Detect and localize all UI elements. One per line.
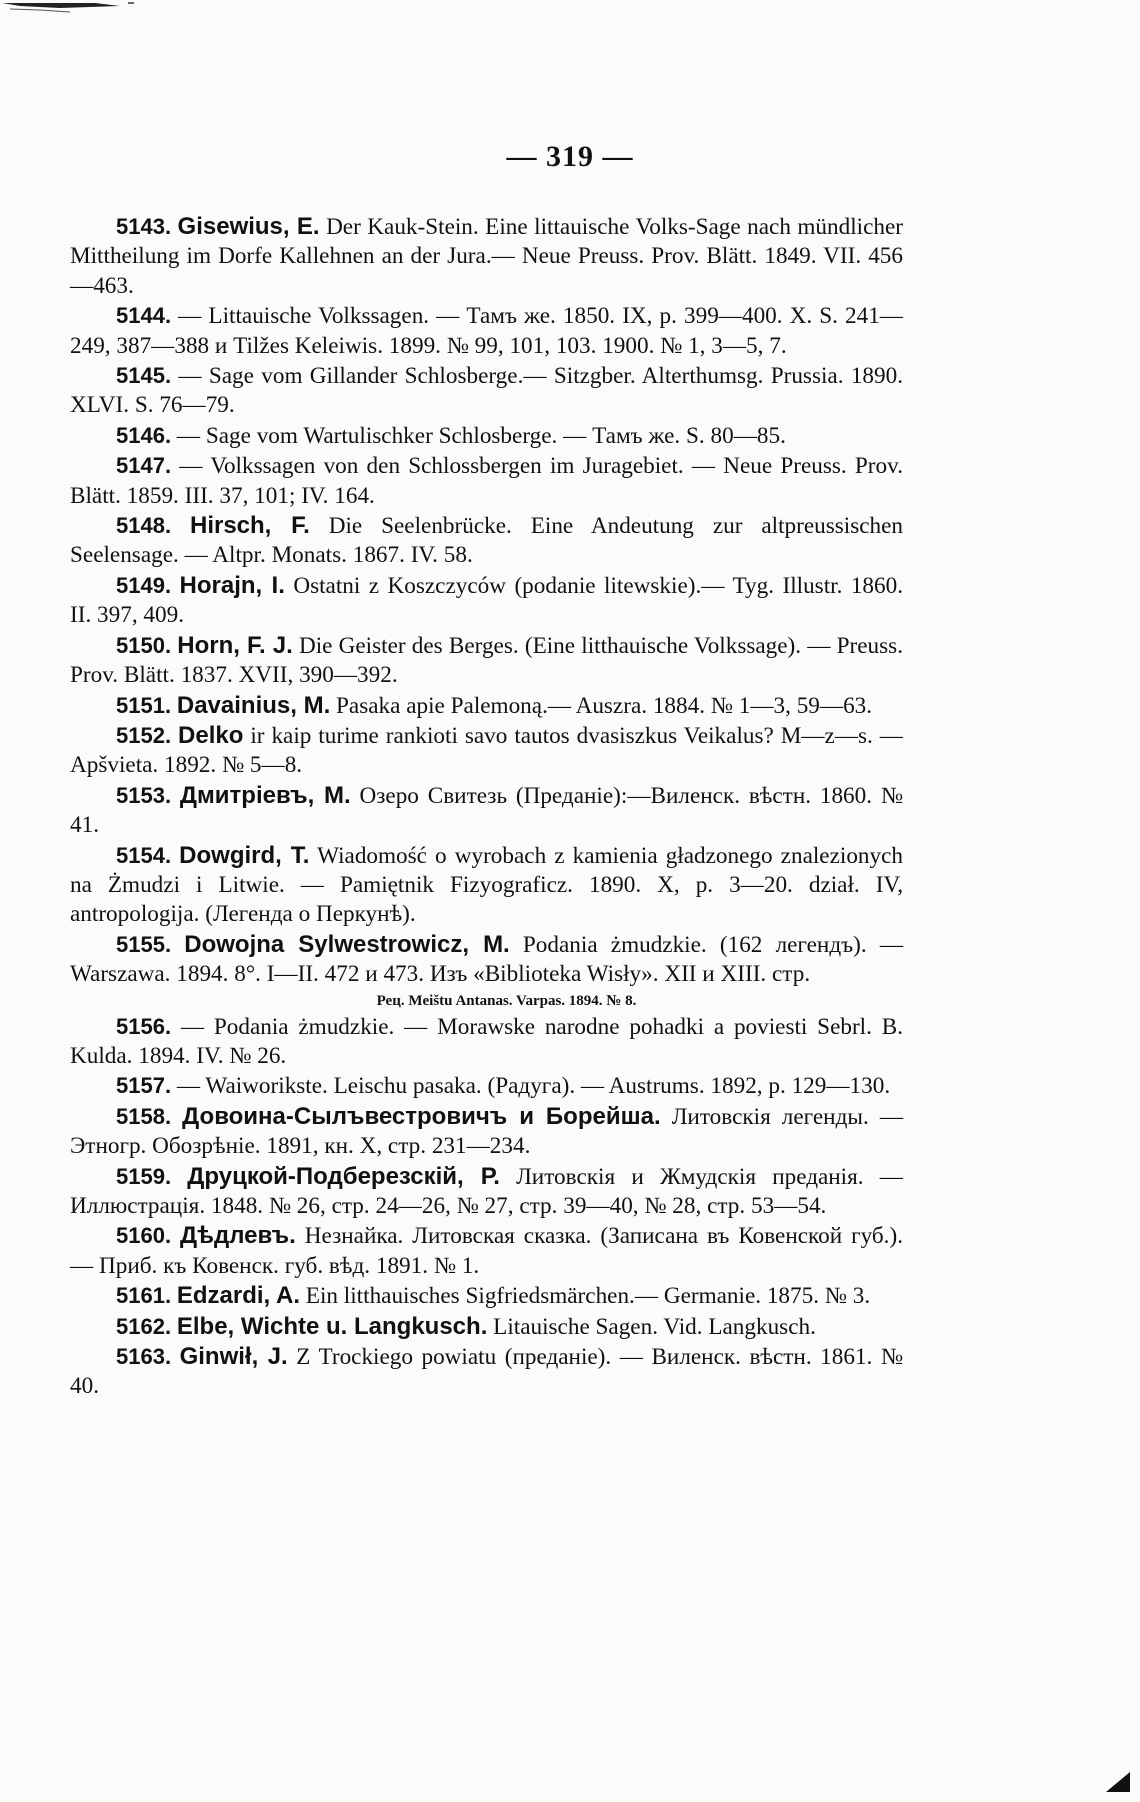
entry-5149 [70, 571, 903, 631]
entry-author: Ginwił, J. [179, 1343, 288, 1371]
entry-text: Litauische Sagen. Vid. Langkusch. [487, 1313, 816, 1340]
entry-number: 5158. [116, 1103, 172, 1129]
entry-text: Die Geister des Berges. (Eine litthauische Volkssage). — Preuss. Prov. Blätt. 1837. XVII, 390—392. [70, 632, 903, 689]
entry-number: 5143. [116, 214, 172, 239]
entry-5148 [70, 511, 903, 571]
entry-number: 5160. [116, 1223, 172, 1249]
entry-5152 [70, 721, 903, 781]
entry-number: 5162. [116, 1313, 172, 1339]
entry-text: — Podania żmudzkie. — Morawske narodne pohadki a poviesti Sebrl. B. Kulda. 1894. IV. № 26. [70, 1013, 903, 1069]
entry-text: Ostatni z Koszczyców (podanie litewskie).— Tyg. Illustr. 1860. II. 397, 409. [70, 572, 904, 629]
entry-text: Литовскія и Жмудскія преданія. — Иллюстрація. 1848. № 26, стр. 24—26, № 27, стр. 39—40, № 28, стр. 53—54. [70, 1163, 903, 1219]
entry-text: — Waiworikste. Leischu pasaka. (Радуга). — Austrums. 1892, p. 129—130. [171, 1073, 891, 1100]
entry-text: Ein litthauisches Sigfriedsmärchen.— Germanie. 1875. № 3. [300, 1283, 871, 1310]
entry-5159 [70, 1162, 903, 1222]
entry-author: Horn, F. J. [177, 631, 293, 659]
entry-5154 [70, 841, 903, 930]
entry-number: 5156. [116, 1013, 172, 1039]
entry-5151 [70, 691, 903, 721]
entry-author: Edzardi, A. [176, 1282, 300, 1310]
entry-text: Podania żmudzkie. (162 легендъ). — Warszawa. 1894. 8°. I—II. 472 и 473. Изъ «Biblioteka Wisły». XII и XIII. стр. [70, 931, 904, 988]
entry-number: 5150. [116, 632, 172, 658]
entry-number: 5155. [116, 931, 172, 957]
entry-author: Друцкой-Подберезскій, Р. [187, 1162, 500, 1190]
entry-author: Davainius, M. [176, 691, 331, 719]
entry-5156 [70, 1012, 903, 1072]
entry-text: Озеро Свитезь (Преданіе):—Виленск. вѣстн. 1860. № 41. [70, 782, 904, 839]
entry-number: 5159. [116, 1163, 172, 1189]
entry-number: 5163. [116, 1344, 172, 1370]
entry-text: — Volkssagen von den Schlossbergen im Juragebiet. — Neue Preuss. Prov. Blätt. 1859. III. 37, 101; IV. 164. [70, 453, 903, 509]
entry-number: 5152. [116, 722, 172, 748]
entry-5145 [70, 361, 903, 421]
entry-5144 [70, 301, 903, 361]
entry-number: 5147. [116, 453, 172, 479]
entry-author: Horajn, I. [179, 571, 285, 599]
entry-number: 5161. [116, 1283, 172, 1309]
entry-author: Elbe, Wichte u. Langkusch. [176, 1312, 488, 1340]
entry-author: Dowgird, T. [179, 841, 310, 869]
entry-author: Дѣдлевъ. [180, 1222, 296, 1250]
entry-5153 [70, 781, 903, 841]
entry-5146 [70, 421, 903, 451]
entry-5162 [70, 1312, 903, 1342]
entry-number: 5154. [116, 842, 172, 868]
entry-number: 5157. [116, 1073, 172, 1099]
entry-5150 [70, 631, 903, 691]
entry-5161 [70, 1281, 903, 1311]
entry-text: Der Kauk-Stein. Eine littauische Volks-Sage nach mündlicher Mittheilung im Dorfe Kallehnen an der Jura.— Neue Preuss. Prov. Blätt. 1849. VII. 456—463. [70, 214, 903, 299]
entry-author: Довоина-Сылъвестровичъ и Борейша. [182, 1102, 661, 1130]
entry-5158 [70, 1102, 903, 1162]
entry-text: Pasaka apie Palemoną.— Auszra. 1884. № 1—3, 59—63. [330, 692, 873, 719]
entry-number: 5149. [116, 572, 172, 598]
entry-text: Wiadomość o wyrobach z kamienia gładzonego znalezionych na Żmudzi i Litwie. — Pamiętnik Fizyograficz. 1890. X, p. 3—20. dział. IV, antropologija. (Легенда о Перкунѣ). [70, 842, 903, 928]
entry-number: 5151. [116, 692, 172, 718]
entry-5155 [70, 930, 903, 990]
scan-artifact-top-left [0, 0, 150, 14]
bibliography-list [70, 212, 903, 1402]
entry-text: — Sage vom Gillander Schlosberge.— Sitzgber. Alterthumsg. Prussia. 1890. XLVI. S. 76—79. [70, 363, 903, 419]
entry-text: — Littauische Volkssagen. — Тамъ же. 1850. IX, p. 399—400. X. S. 241—249, 387—388 и Tilžes Keleiwis. 1899. № 99, 101, 103. 1900. № 1, 3—5, 7. [70, 303, 903, 359]
entry-number: 5153. [116, 782, 172, 808]
entry-text: Литовскія легенды. — Этногр. Обозрѣніе. 1891, кн. X, стр. 231—234. [70, 1103, 904, 1160]
entry-number: 5146. [116, 422, 172, 448]
entry-text: Незнайка. Литовская сказка. (Записана въ Ковенской губ.). — Приб. къ Ковенск. губ. вѣд. 1891. № 1. [70, 1223, 903, 1279]
review-note: Рец. Meištu Antanas. Varpas. 1894. № 8. [376, 992, 637, 1009]
entry-author: Дмитріевъ, М. [179, 781, 351, 809]
scan-artifact-bottom-right [1104, 1770, 1132, 1794]
entry-5147 [70, 451, 903, 511]
entry-text: Die Seelenbrücke. Eine Andeutung zur altpreussischen Seelensage. — Altpr. Monats. 1867. IV. 58. [70, 513, 903, 569]
entry-number: 5144. [116, 303, 172, 329]
entry-5157 [70, 1071, 903, 1101]
entry-author: Hirsch, F. [189, 512, 310, 540]
entry-text: — Sage vom Wartulischker Schlosberge. — Тамъ же. S. 80—85. [171, 422, 786, 449]
page-number: — 319 — [506, 140, 634, 173]
entry-5160 [70, 1221, 903, 1281]
entry-text: Z Trockiego powiatu (преданіе). — Виленск. вѣстн. 1861. № 40. [70, 1344, 903, 1400]
entry-number: 5145. [116, 363, 172, 389]
entry-5163 [70, 1342, 903, 1402]
entry-number: 5148. [116, 513, 172, 539]
entry-author: Gisewius, E. [177, 213, 320, 240]
entry-5143 [70, 212, 903, 301]
entry-text: ir kaip turime rankioti savo tautos dvasiszkus Veikalus? M—z—s. — Apšvieta. 1892. № 5—8. [70, 722, 903, 779]
entry-author: Delko [178, 721, 244, 749]
entry-author: Dowojna Sylwestrowicz, M. [184, 930, 510, 958]
